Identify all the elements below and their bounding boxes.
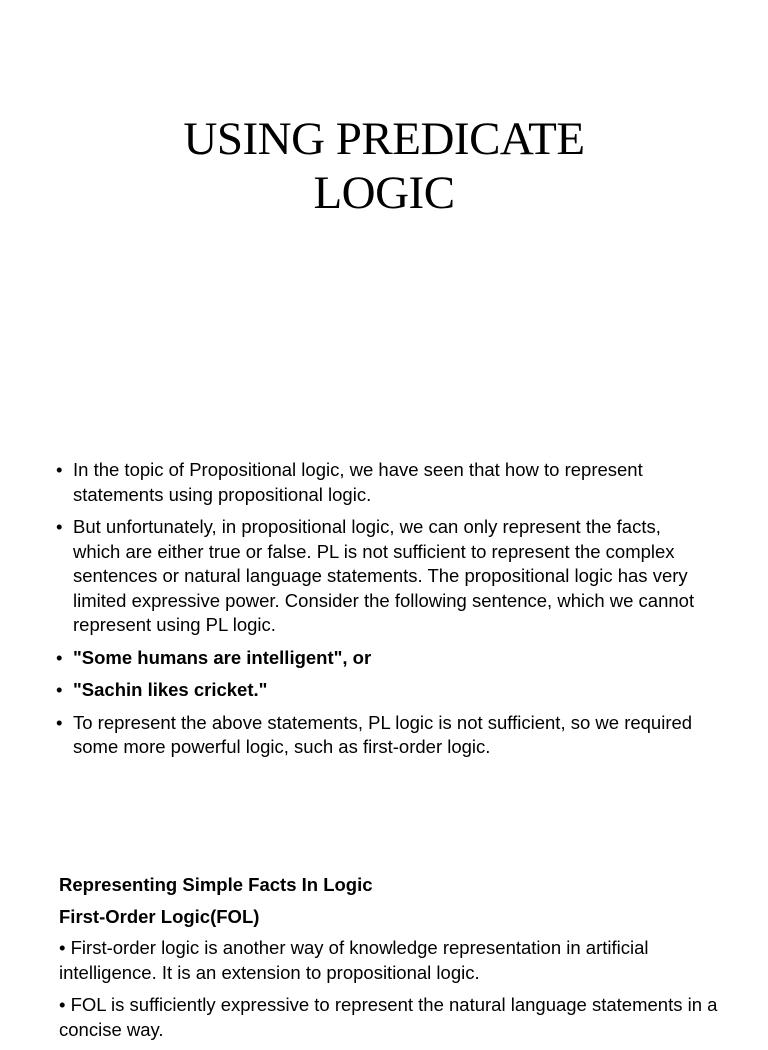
list-item	[56, 515, 696, 638]
list-item	[56, 458, 696, 507]
bullet-icon: •	[56, 516, 63, 537]
section-heading: Representing Simple Facts In Logic	[59, 874, 373, 895]
bullet-icon: •	[56, 646, 63, 668]
list-item	[56, 678, 696, 703]
bullet-text: "Sachin likes cricket."	[73, 679, 268, 700]
section-fol	[59, 873, 729, 1050]
bullet-icon: •	[56, 459, 63, 480]
bullet-text: To represent the above statements, PL logic is not sufficient, so we required some more powerful logic, such as first-order logic.	[73, 711, 693, 757]
list-item	[56, 711, 696, 760]
title-line-1: USING PREDICATE	[183, 113, 585, 165]
bullet-text: "Some humans are intelligent", or	[73, 646, 372, 668]
bullet-list	[56, 458, 696, 768]
bullet-text: In the topic of Propositional logic, we have seen that how to represent statements using propositional logic.	[73, 459, 643, 505]
bullet-icon: •	[56, 711, 63, 733]
page-title	[0, 112, 768, 220]
bullet-icon: •	[56, 679, 63, 700]
title-line-2: LOGIC	[313, 167, 455, 219]
list-item	[56, 646, 696, 671]
paragraph: • FOL is sufficiently expressive to represent the natural language statements in a concise way.	[59, 994, 718, 1040]
paragraph: • First-order logic is another way of knowledge representation in artificial intelligence. It is an extension to propositional logic.	[59, 937, 649, 983]
bullet-text: But unfortunately, in propositional logic, we can only represent the facts, which are either true or false. PL is not sufficient to represent the complex sentences or natural language statements. The propositional logic has very limited expressive power. Consider the following sentence, which we cannot represent using PL logic.	[73, 516, 695, 635]
section-subheading: First-Order Logic(FOL)	[59, 905, 260, 927]
